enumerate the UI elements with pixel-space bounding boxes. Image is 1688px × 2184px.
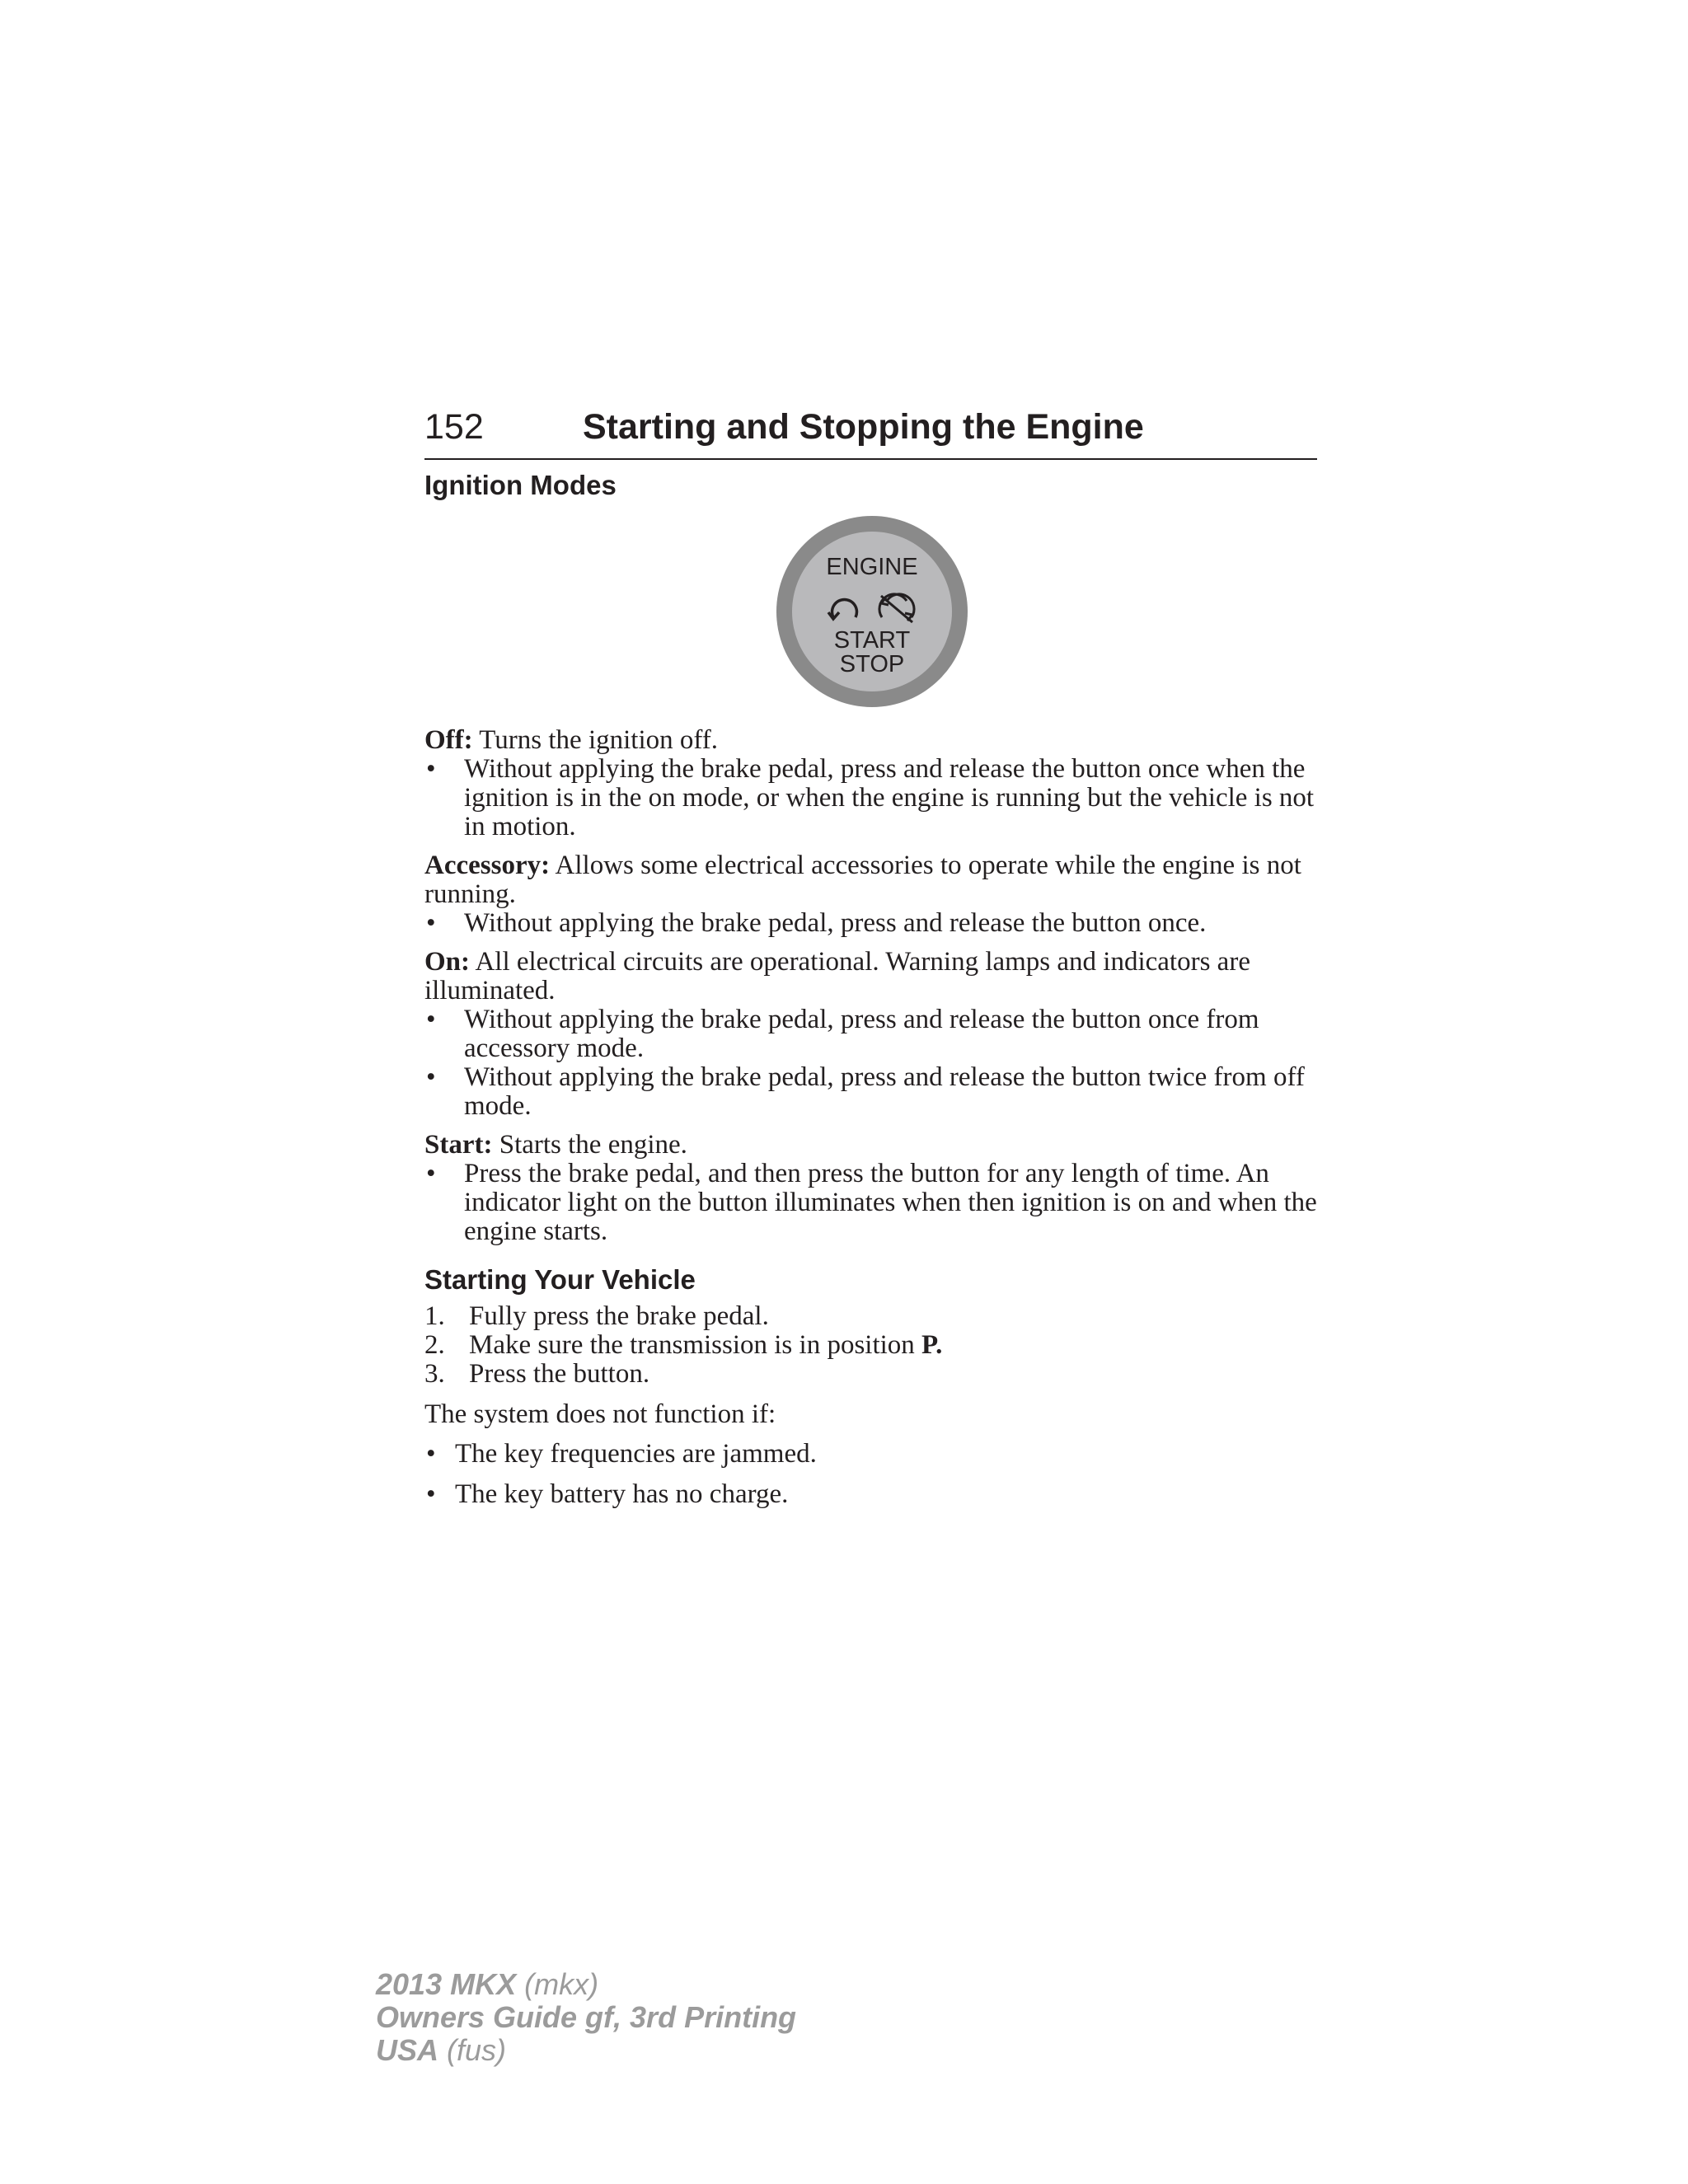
bullet-icon: • [426,1479,436,1509]
page-header [424,404,1317,460]
footer-model-code: (mkx) [516,1967,599,2001]
engine-start-stop-figure [424,515,1317,724]
bullet-icon: • [426,1159,436,1188]
starting-body [424,1302,1317,1509]
mode-start-term: Start: [424,1130,493,1160]
footer-market: USA [376,2033,439,2067]
print-footer [376,1968,796,2067]
bullet-icon: • [426,1005,436,1034]
mode-on-description [424,948,1317,1005]
mode-accessory-description [424,851,1317,909]
mode-off-text: Turns the ignition off. [472,725,718,755]
bullet-icon: • [426,754,436,784]
list-item [424,1440,1317,1469]
ignition-modes-body [424,726,1317,1246]
list-item [424,1005,1317,1063]
step-text: Fully press the brake pedal. [469,1301,769,1331]
list-item [424,755,1317,841]
list-item-text: Without applying the brake pedal, press and release the button twice from off mode. [464,1062,1305,1121]
mode-on [424,948,1317,1121]
mode-off-description [424,726,1317,755]
button-label-start: START [833,627,911,654]
mode-accessory-bullets [424,909,1317,938]
mode-off-term: Off: [424,725,473,755]
mode-on-bullets [424,1005,1317,1121]
mode-on-text: All electrical circuits are operational. Warning lamps and indicators are illuminated. [424,947,1250,1005]
footer-guide: Owners Guide gf, 3rd Printing [376,2000,797,2034]
mode-start-text: Starts the engine. [492,1130,687,1160]
list-item [424,1480,1317,1509]
list-item-text: Without applying the brake pedal, press and release the button once from accessory mode. [464,1005,1259,1063]
step-number: 1. [424,1301,445,1331]
button-label-stop: STOP [839,651,905,677]
footer-market-code: (fus) [438,2033,507,2067]
footer-line-guide [376,2001,796,2034]
system-note: The system does not function if: [424,1399,776,1429]
mode-accessory-term: Accessory: [424,851,551,880]
button-label-engine: ENGINE [826,554,918,580]
step-number: 3. [424,1359,445,1389]
mode-off [424,726,1317,841]
step-number: 2. [424,1330,445,1360]
step-item [424,1360,1317,1389]
list-item [424,1063,1317,1121]
list-item-text: The key battery has no charge. [455,1479,789,1509]
ignition-modes-heading: Ignition Modes [424,470,617,500]
list-item-text: The key frequencies are jammed. [455,1439,817,1469]
list-item [424,909,1317,938]
step-item [424,1302,1317,1331]
step-emphasis: P. [921,1330,943,1360]
bullet-icon: • [426,908,436,938]
mode-on-term: On: [424,947,471,977]
mode-off-bullets [424,755,1317,841]
list-item-text: Press the brake pedal, and then press the button for any length of time. An indicator light on the button illuminates when then ignition is on and when the engine starts. [464,1159,1317,1246]
system-conditions [424,1440,1317,1509]
mode-start-description [424,1131,1317,1160]
starting-steps [424,1302,1317,1389]
mode-accessory [424,851,1317,938]
chapter-title: Starting and Stopping the Engine [583,407,1144,447]
step-text: Make sure the transmission is in position [469,1330,922,1360]
page-number: 152 [424,407,484,447]
starting-your-vehicle-heading: Starting Your Vehicle [424,1264,696,1295]
mode-accessory-text: Allows some electrical accessories to operate while the engine is not running. [424,851,1301,909]
mode-start [424,1131,1317,1246]
footer-line-model [376,1968,796,2001]
footer-line-market [376,2034,796,2067]
engine-start-stop-button [776,515,968,708]
footer-model: 2013 MKX [376,1967,517,2001]
step-item [424,1331,1317,1360]
bullet-icon: • [426,1062,436,1092]
list-item-text: Without applying the brake pedal, press and release the button once. [464,908,1207,938]
mode-start-bullets [424,1160,1317,1246]
bullet-icon: • [426,1439,436,1469]
list-item-text: Without applying the brake pedal, press and release the button once when the ignition is in the on mode, or when the engine is running but the vehicle is not in motion. [464,754,1315,841]
step-text: Press the button. [469,1359,650,1389]
manual-page [424,404,1317,1509]
list-item [424,1160,1317,1246]
